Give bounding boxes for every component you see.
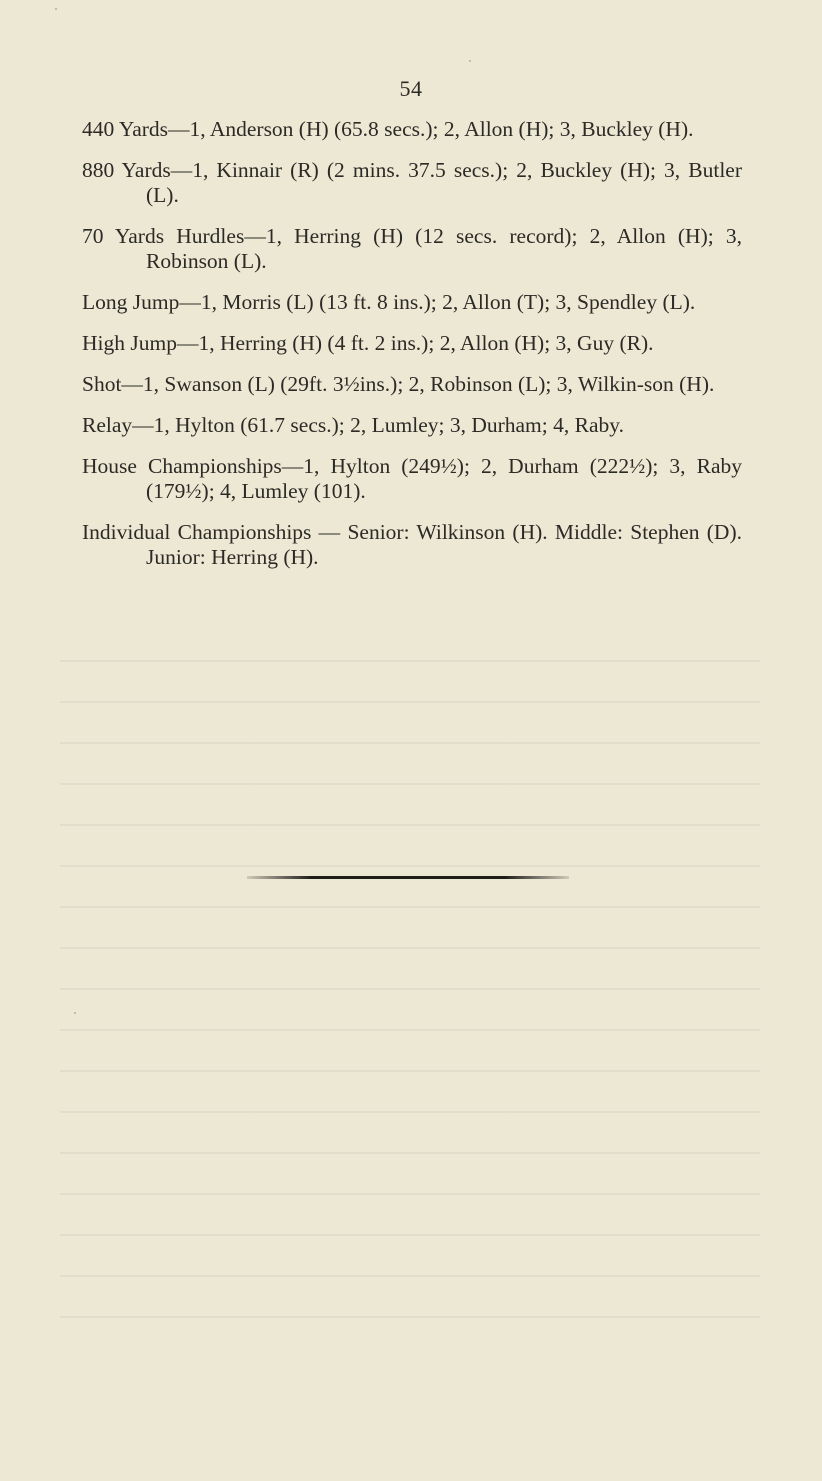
- result-high-jump: High Jump—1, Herring (H) (4 ft. 2 ins.); 2, Allon (H); 3, Guy (R).: [82, 331, 654, 355]
- result-shot: Shot—1, Swanson (L) (29ft. 3½ins.); 2, Robinson (L); 3, Wilkin-son (H).: [82, 372, 715, 396]
- result-440-yards: 440 Yards—1, Anderson (H) (65.8 secs.); 2, Allon (H); 3, Buckley (H).: [82, 117, 694, 141]
- page-number: 54: [399, 76, 423, 101]
- paper-speck: [55, 8, 57, 10]
- paper-speck: [74, 1012, 76, 1014]
- results-list: [82, 117, 742, 586]
- result-house-championships: House Championships—1, Hylton (249½); 2, Durham (222½); 3, Raby (179½); 4, Lumley (101).: [82, 454, 742, 503]
- result-880-yards: 880 Yards—1, Kinnair (R) (2 mins. 37.5 secs.); 2, Buckley (H); 3, Butler (L).: [82, 158, 742, 207]
- section-divider-rule: [247, 876, 569, 879]
- show-through-texture: [60, 640, 760, 1340]
- paper-speck: [469, 60, 471, 62]
- result-individual-championships: Individual Championships — Senior: Wilkinson (H). Middle: Stephen (D). Junior: Herring (H).: [82, 520, 742, 569]
- result-long-jump: Long Jump—1, Morris (L) (13 ft. 8 ins.); 2, Allon (T); 3, Spendley (L).: [82, 290, 696, 314]
- result-relay: Relay—1, Hylton (61.7 secs.); 2, Lumley; 3, Durham; 4, Raby.: [82, 413, 624, 437]
- result-70-yards-hurdles: 70 Yards Hurdles—1, Herring (H) (12 secs. record); 2, Allon (H); 3, Robinson (L).: [82, 224, 742, 273]
